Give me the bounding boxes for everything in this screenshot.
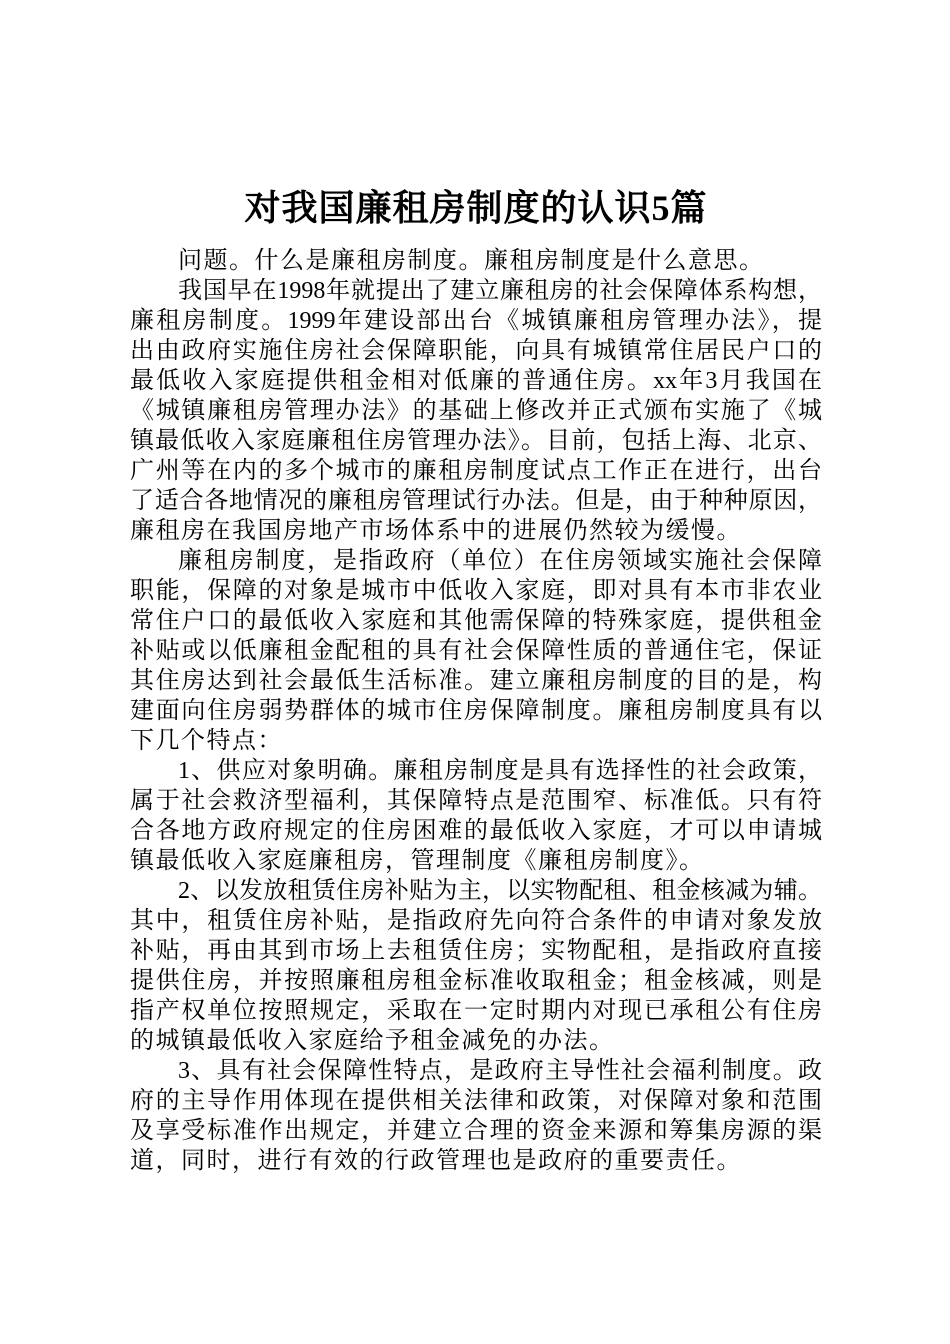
text-line: 府的主导作用体现在提供相关法律和政策，对保障对象和范围 — [130, 1088, 822, 1114]
text-line: 廉租房制度。1999年建设部出台《城镇廉租房管理办法》，提 — [130, 308, 822, 334]
paragraph — [130, 756, 822, 876]
text-line: 属于社会救济型福利，其保障特点是范围窄、标准低。只有符 — [130, 788, 822, 814]
text-line: 的城镇最低收入家庭给予租金减免的办法。 — [130, 1028, 615, 1054]
text-line: 其中，租赁住房补贴，是指政府先向符合条件的申请对象发放 — [130, 908, 822, 934]
text-line: 2、以发放租赁住房补贴为主，以实物配租、租金核减为辅。 — [178, 878, 822, 904]
paragraph — [130, 876, 822, 1056]
paragraph — [130, 546, 822, 756]
paragraph — [130, 1056, 822, 1176]
text-line: 了适合各地情况的廉租房管理试行办法。但是，由于种种原因， — [130, 488, 822, 514]
text-line: 下几个特点： — [130, 728, 283, 754]
text-line: 及享受标准作出规定，并建立合理的资金来源和筹集房源的渠 — [130, 1118, 822, 1144]
text-line: 指产权单位按照规定，采取在一定时期内对现已承租公有住房 — [130, 998, 822, 1024]
text-line: 其住房达到社会最低生活标准。建立廉租房制度的目的是，构 — [130, 668, 822, 694]
paragraph — [130, 276, 822, 546]
text-line: 职能，保障的对象是城市中低收入家庭，即对具有本市非农业 — [130, 578, 822, 604]
text-line: 提供住房，并按照廉租房租金标准收取租金；租金核减，则是 — [130, 968, 822, 994]
paragraph — [130, 246, 822, 276]
text-line: 出由政府实施住房社会保障职能，向具有城镇常住居民户口的 — [130, 338, 822, 364]
text-line: 补贴，再由其到市场上去租赁住房；实物配租，是指政府直接 — [130, 938, 822, 964]
text-line: 常住户口的最低收入家庭和其他需保障的特殊家庭，提供租金 — [130, 608, 822, 634]
document-body — [130, 246, 822, 1176]
text-line: 1、供应对象明确。廉租房制度是具有选择性的社会政策， — [178, 758, 822, 784]
text-line: 镇最低收入家庭廉租房，管理制度《廉租房制度》。 — [130, 848, 705, 874]
text-line: 廉租房在我国房地产市场体系中的进展仍然较为缓慢。 — [130, 518, 742, 544]
text-line: 我国早在1998年就提出了建立廉租房的社会保障体系构想， — [178, 278, 822, 304]
text-line: 问题。什么是廉租房制度。廉租房制度是什么意思。 — [178, 248, 765, 274]
document-title: 对我国廉租房制度的认识5篇 — [244, 188, 708, 228]
document-content — [130, 180, 822, 1176]
text-line: 3、具有社会保障性特点，是政府主导性社会福利制度。政 — [178, 1058, 822, 1084]
text-line: 广州等在内的多个城市的廉租房制度试点工作正在进行，出台 — [130, 458, 822, 484]
text-line: 镇最低收入家庭廉租住房管理办法》。目前，包括上海、北京、 — [130, 428, 822, 454]
text-line: 合各地方政府规定的住房困难的最低收入家庭，才可以申请城 — [130, 818, 822, 844]
text-line: 补贴或以低廉租金配租的具有社会保障性质的普通住宅，保证 — [130, 638, 822, 664]
text-line: 建面向住房弱势群体的城市住房保障制度。廉租房制度具有以 — [130, 698, 822, 724]
text-line: 《城镇廉租房管理办法》的基础上修改并正式颁布实施了《城 — [130, 398, 822, 424]
text-line: 廉租房制度，是指政府（单位）在住房领域实施社会保障 — [178, 548, 822, 574]
text-line: 最低收入家庭提供租金相对低廉的普通住房。xx年3月我国在 — [130, 368, 822, 394]
text-line: 道，同时，进行有效的行政管理也是政府的重要责任。 — [130, 1148, 742, 1174]
